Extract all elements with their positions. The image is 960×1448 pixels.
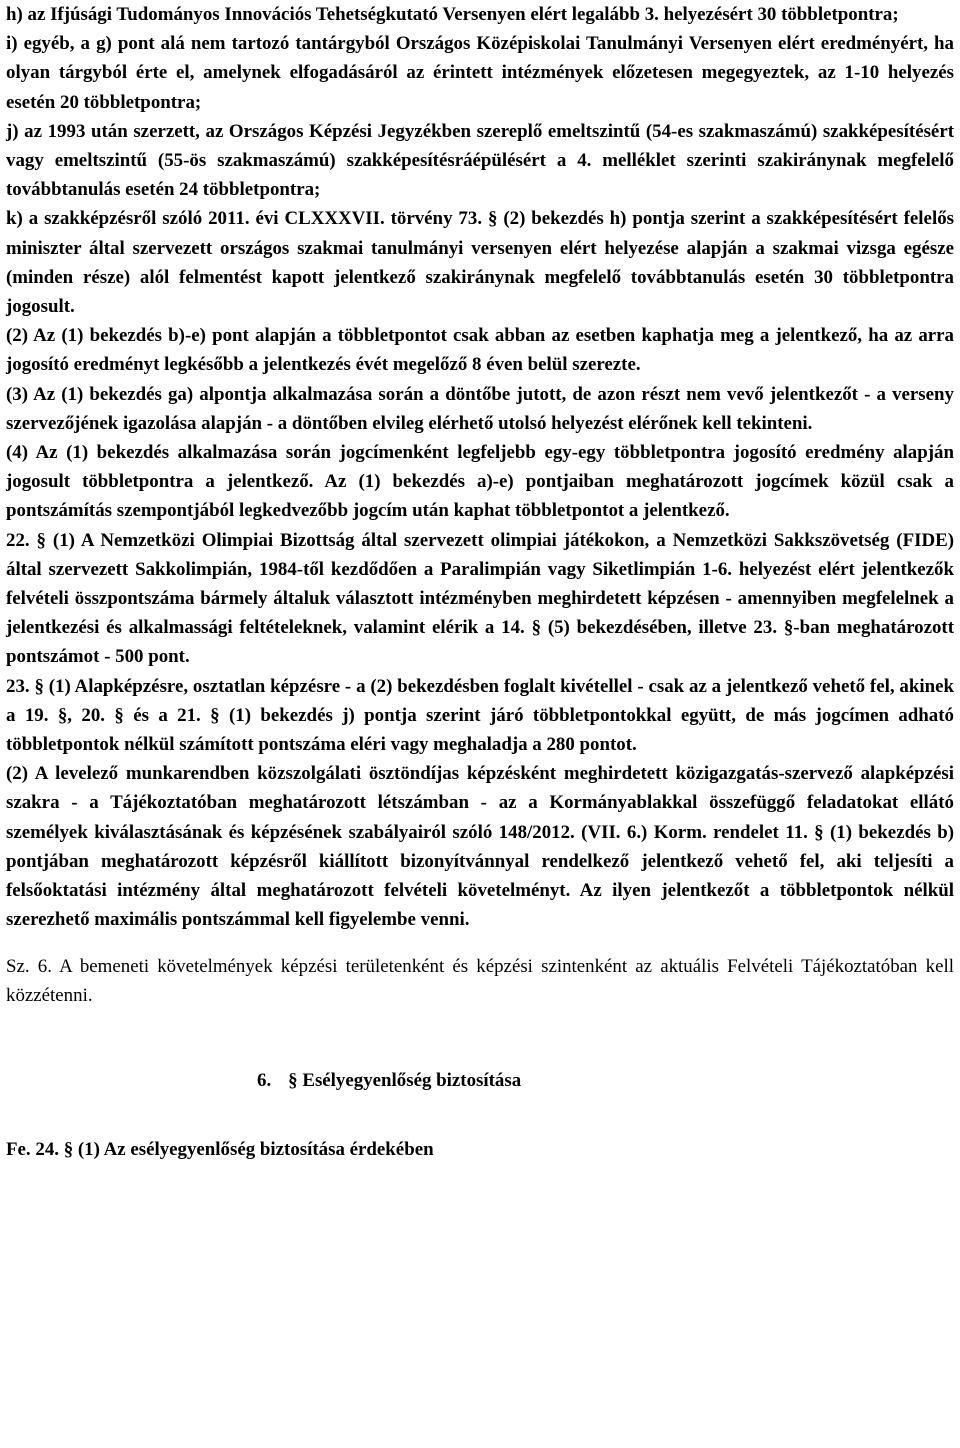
- section-heading-number: 6.: [257, 1069, 272, 1091]
- paragraph-j: j) az 1993 után szerzett, az Országos Képzési Jegyzékben szereplő emeltszintű (54-es szakmaszámú) szakképesítésért vagy emeltszintű (55-ös szakmaszámú) szakképesítésráépülésért a 4. melléklet szerinti szakiránynak megfelelő továbbtanulás esetén 24 többletpontra;: [6, 120, 954, 201]
- fe24-paragraph: Fe. 24. § (1) Az esélyegyenlőség biztosítása érdekében: [6, 1139, 434, 1161]
- section-23-2: (2) A levelező munkarendben közszolgálati ösztöndíjas képzésként meghirdetett közigazgatás-szervező alapképzési szakra - a Tájékoztatóban meghatározott létszámban - az a Kormányablakkal összefüggő feladatokat ellátó személyek kiválasztásának és képzésének szabályairól szóló 148/2012. (VII. 6.) Korm. rendelet 11. § (1) bekezdés b) pontjában meghatározott képzésről kiállított bizonyítvánnyal rendelkező jelentkező vehető fel, aki teljesíti a felsőoktatási intézmény által meghatározott felvételi követelményt. Az ilyen jelentkezőt a többletpontok nélkül szerezhető maximális pontszámmal kell figyelembe venni.: [6, 763, 954, 931]
- section-22: 22. § (1) A Nemzetközi Olimpiai Bizottság által szervezett olimpiai játékokon, a Nemzetközi Sakkszövetség (FIDE) által szervezett Sakkolimpián, 1984-től kezdődően a Paralimpián vagy Siketlimpián 1-6. helyezést elért jelentkezők felvételi összpontszáma bármely általuk választott intézményben meghirdetett képzésen - amennyiben megfelelnek a jelentkezési és alkalmassági feltételeknek, valamint elérik a 14. § (5) bekezdésében, illetve 23. §-ban meghatározott pontszámot - 500 pont.: [6, 529, 954, 668]
- paragraph-i: i) egyéb, a g) pont alá nem tartozó tantárgyból Országos Középiskolai Tanulmányi Versenyen elért eredményért, ha olyan tárgyból érte el, amelynek elfogadásáról az érintett intézmények előzetesen megegyeztek, az 1-10 helyezés esetén 20 többletpontra;: [6, 33, 954, 113]
- section-heading: [6, 1066, 954, 1095]
- sz6-paragraph: Sz. 6. A bemeneti követelmények képzési területenként és képzési szintenként az aktuális Felvételi Tájékoztatóban kell közzétenni.: [6, 955, 954, 1006]
- spacer: [6, 935, 954, 952]
- paragraph-h: h) az Ifjúsági Tudományos Innovációs Tehetségkutató Versenyen elért legalább 3. helyezésért 30 többletpontra;: [6, 4, 899, 25]
- paragraph-4: (4) Az (1) bekezdés alkalmazása során jogcímenként legfeljebb egy-egy többletpontra jogosító eredmény alapján jogosult többletpontra a jelentkező. Az (1) bekezdés a)-e) pontjaiban meghatározott jogcímek közül csak a pontszámítás szempontjából legkedvezőbb jogcím után kaphat többletpontot a jelentkező.: [6, 442, 954, 522]
- document-page: [6, 0, 954, 1164]
- paragraph-k: k) a szakképzésről szóló 2011. évi CLXXXVII. törvény 73. § (2) bekezdés h) pontja szerint a szakképesítésért felelős miniszter által szervezett országos szakmai tanulmányi versenyen elért helyezése alapján a szakmai vizsga egésze (minden része) alól felmentést kapott jelentkező szakiránynak megfelelő továbbtanulás esetén 30 többletpontra jogosult.: [6, 208, 954, 318]
- section-heading-title: § Esélyegyenlőség biztosítása: [288, 1069, 522, 1091]
- section-23: 23. § (1) Alapképzésre, osztatlan képzésre - a (2) bekezdésben foglalt kivétellel - csak az a jelentkező vehető fel, akinek a 19. §, 20. § és a 21. § (1) bekezdés j) pontja szerint járó többletpontokkal együtt, de más jogcímen adható többletpontok nélkül számított pontszáma eléri vagy meghaladja a 280 pontot.: [6, 675, 954, 756]
- paragraph-2: (2) Az (1) bekezdés b)-e) pont alapján a többletpontot csak abban az esetben kaphatja meg a jelentkező, ha az arra jogosító eredményt legkésőbb a jelentkezés évét megelőző 8 éven belül szerezte.: [6, 325, 954, 376]
- paragraph-3: (3) Az (1) bekezdés ga) alpontja alkalmazása során a döntőbe jutott, de azon részt nem vevő jelentkezőt - a verseny szervezőjének igazolása alapján - a döntőben elvileg elérhető utolsó helyezést elérőnek kell tekinteni.: [6, 383, 954, 434]
